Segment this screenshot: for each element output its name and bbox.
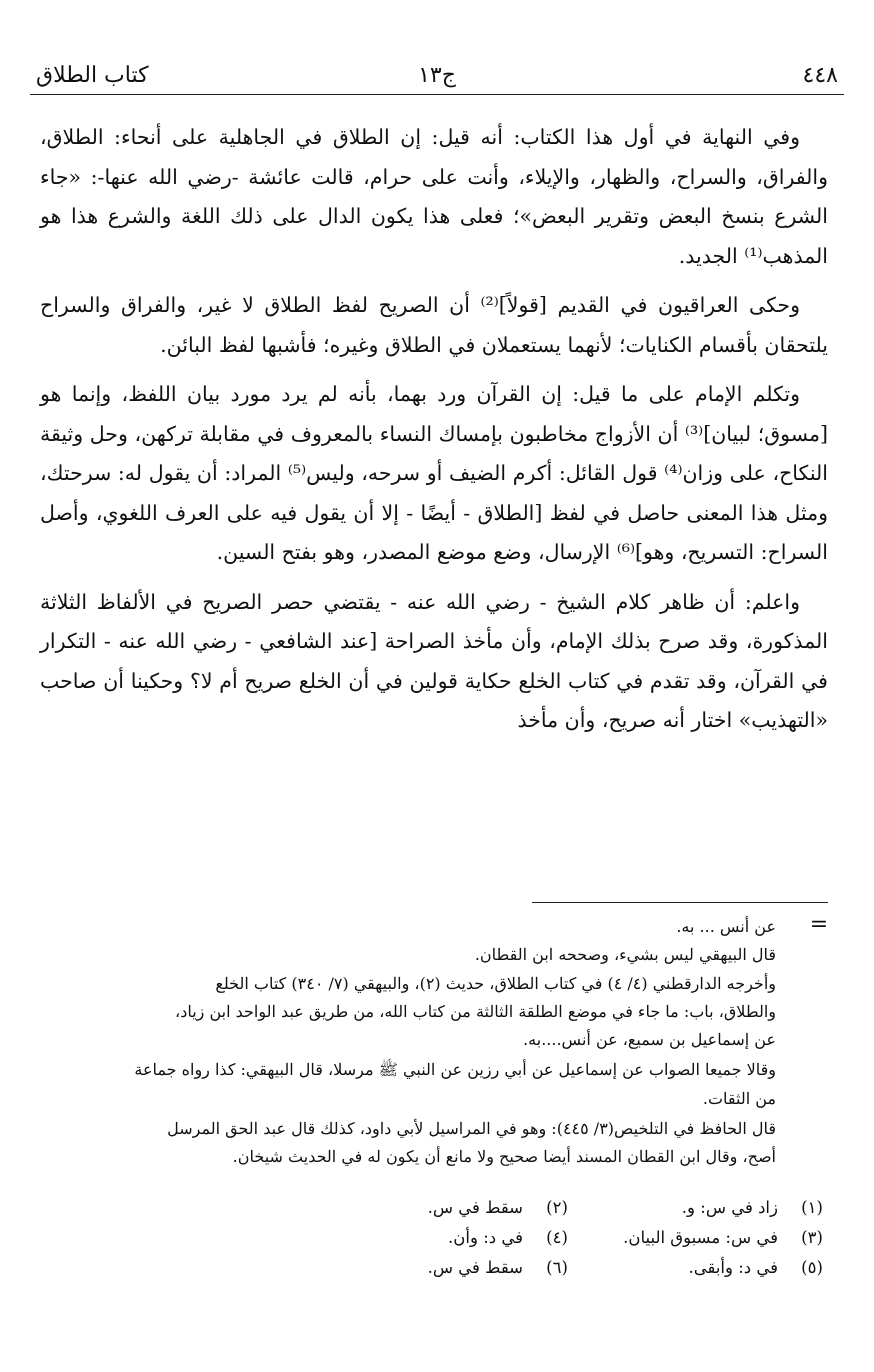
note-item [322,1223,577,1253]
footnote-line: أصح، وقال ابن القطان المسند أيضا صحيح ولا مانع أن يكون له في الحديث شيخان. [232,1147,776,1167]
variant-notes [322,1193,832,1283]
note-item [577,1223,832,1253]
note-text: في د: وأبقى. [688,1258,778,1277]
note-text: في د: وأن. [448,1228,523,1247]
footnote-continuation-mark: = [809,912,829,937]
note-item [322,1193,577,1223]
footnote-line: وأخرجه الدارقطني (٤/ ٤) في كتاب الطلاق، حديث (٢)، والبيهقي (٧/ ٣٤٠) كتاب الخلع [215,973,776,993]
note-number: (١) [801,1198,823,1217]
note-number: (٥) [801,1258,823,1277]
notes-row [322,1223,832,1253]
footnote-block [62,1056,776,1113]
footnote-text [62,913,776,1174]
note-number: (٢) [546,1198,568,1217]
page-number: ٤٤٨ [802,63,838,88]
note-text: سقط في س. [427,1258,523,1277]
footnote-block [62,970,776,1055]
running-header [30,58,844,95]
volume-label: ج١٣ [418,63,456,88]
note-item [577,1193,832,1223]
book-title: كتاب الطلاق [36,63,149,88]
note-item [577,1253,832,1283]
footnote-line: وقالا جميعا الصواب عن إسماعيل عن أبي رزين عن النبي ﷺ مرسلا، قال البيهقي: كذا رواه جماعة [134,1060,776,1080]
note-number: (٤) [546,1228,568,1247]
footnote-line: عن أنس ... به. [676,917,776,936]
footnote-line: قال البيهقي ليس بشيء، وصححه ابن القطان. [474,945,776,965]
footnote-block [62,1115,776,1172]
notes-row [322,1193,832,1223]
paragraph: وحكى العراقيون في القديم [قولاً]⁽²⁾ أن الصريح لفظ الطلاق لا غير، والفراق والسراح يلتحقان بأقسام الكنايات؛ لأنهما يستعملان في الطلاق وغيره؛ فأشبها لفظ البائن. [40,293,828,357]
footnote-line: قال الحافظ في التلخيص(٣/ ٤٤٥): وهو في المراسيل لأبي داود، كذلك قال عبد الحق المرسل [167,1119,776,1139]
paragraph: وفي النهاية في أول هذا الكتاب: أنه قيل: إن الطلاق في الجاهلية على أنحاء: الطلاق، والفراق، والسراح، والظهار، والإيلاء، وأنت على حرام، قالت عائشة -رضي الله عنها-: «جاء الشرع بنسخ البعض وتقرير البعض»؛ فعلى هذا يكون الدال على ذلك اللغة والشرع هذا هو المذهب⁽¹⁾ الجديد. [40,125,828,268]
note-number: (٣) [801,1228,823,1247]
footnote-separator [532,902,828,903]
note-text: زاد في س: و. [681,1198,778,1217]
note-number: (٦) [546,1258,568,1277]
note-text: في س: مسبوق البيان. [623,1228,778,1247]
main-text [40,118,828,751]
note-text: سقط في س. [427,1198,523,1217]
notes-row [322,1253,832,1283]
paragraph: وتكلم الإمام على ما قيل: إن القرآن ورد بهما، بأنه لم يرد مورد بيان اللفظ، وإنما هو [مسوق؛ لبيان]⁽³⁾ أن الأزواج مخاطبون بإمساك النساء بالمعروف في مقابلة تركهن، وحل وثيقة النكاح، على وزان⁽⁴⁾ قول القائل: أكرم الضيف أو سرحه، وليس⁽⁵⁾ المراد: أن يقول له: سرحتك، ومثل هذا المعنى حاصل في لفظ [الطلاق - أيضًا - إلا أن يقول فيه على العرف اللغوي، وأصل السراح: التسريح، وهو]⁽⁶⁾ الإرسال، وضع موضع المصدر، وهو بفتح السين. [40,382,828,564]
footnote-line: من الثقات. [702,1088,776,1108]
footnote-line: والطلاق، باب: ما جاء في موضع الطلقة الثالثة من كتاب الله، من طريق عبد الواحد ابن زياد، [175,1001,776,1021]
note-item [322,1253,577,1283]
paragraph: واعلم: أن ظاهر كلام الشيخ - رضي الله عنه - يقتضي حصر الصريح في الألفاظ الثلاثة المذكورة، وقد صرح بذلك الإمام، وأن مأخذ الصراحة [عند الشافعي - رضي الله عنه - التكرار في القرآن، وقد تقدم في كتاب الخلع حكاية قولين في أن الخلع صريح أم لا؟ وحكينا أن صاحب «التهذيب» اختار أنه صريح، وأن مأخذ [40,589,828,732]
footnote-line: عن إسماعيل بن سميع، عن أنس....به. [523,1030,776,1050]
